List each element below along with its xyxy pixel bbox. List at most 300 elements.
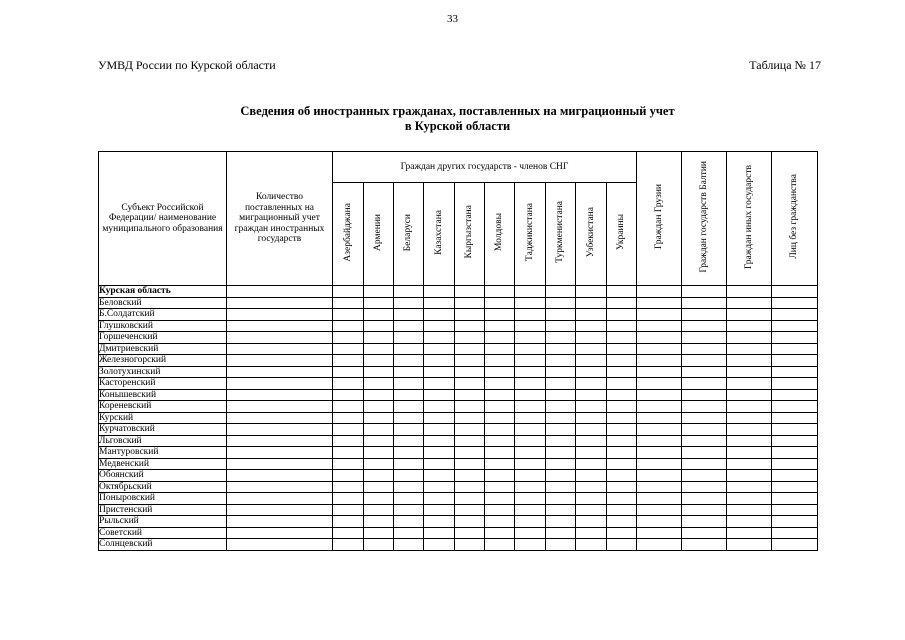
header-cis-country: [394, 183, 424, 286]
table-row: [99, 309, 818, 321]
table-cell: [515, 447, 546, 459]
table-cell: [576, 389, 607, 401]
table-cell: [727, 493, 772, 505]
table-cell: [364, 516, 394, 528]
table-cell: [364, 309, 394, 321]
table-cell: [333, 447, 364, 459]
table-cell: [682, 435, 727, 447]
table-cell: [576, 470, 607, 482]
row-label: Конышевский: [99, 389, 227, 401]
table-cell: [485, 297, 515, 309]
table-cell: [546, 470, 576, 482]
table-cell: [485, 516, 515, 528]
table-cell: [515, 458, 546, 470]
table-cell: [424, 516, 455, 528]
table-cell: [424, 539, 455, 551]
row-label: Октябрьский: [99, 481, 227, 493]
table-cell: [485, 470, 515, 482]
table-cell: [424, 366, 455, 378]
table-cell: [333, 355, 364, 367]
table-cell: [333, 309, 364, 321]
table-cell: [682, 424, 727, 436]
table-cell: [576, 286, 607, 298]
row-label: Железногорский: [99, 355, 227, 367]
table-cell: [455, 447, 485, 459]
table-cell: [607, 424, 637, 436]
table-cell: [576, 424, 607, 436]
table-cell: [727, 412, 772, 424]
table-cell: [485, 332, 515, 344]
table-cell: [772, 470, 818, 482]
header-cis-group: Граждан других государств - членов СНГ: [333, 152, 637, 183]
table-row: [99, 412, 818, 424]
table-cell: [727, 343, 772, 355]
table-cell: [364, 504, 394, 516]
table-row: [99, 401, 818, 413]
table-cell: [607, 332, 637, 344]
table-cell: [607, 378, 637, 390]
table-cell: [546, 539, 576, 551]
table-cell: [576, 516, 607, 528]
table-cell: [424, 286, 455, 298]
table-cell: [227, 412, 333, 424]
header-baltic: [682, 152, 727, 286]
table-cell: [637, 355, 682, 367]
table-cell: [546, 309, 576, 321]
table-cell: [333, 516, 364, 528]
table-cell: [515, 504, 546, 516]
table-cell: [485, 320, 515, 332]
table-cell: [682, 539, 727, 551]
table-cell: [394, 527, 424, 539]
table-cell: [546, 366, 576, 378]
table-cell: [455, 332, 485, 344]
table-cell: [682, 389, 727, 401]
table-cell: [727, 424, 772, 436]
table-cell: [515, 481, 546, 493]
header-georgia-label: Граждан Грузии: [653, 184, 664, 250]
table-cell: [546, 412, 576, 424]
table-cell: [515, 516, 546, 528]
table-cell: [607, 504, 637, 516]
table-cell: [455, 539, 485, 551]
table-cell: [364, 481, 394, 493]
table-cell: [546, 401, 576, 413]
table-row: [99, 481, 818, 493]
table-cell: [485, 389, 515, 401]
table-cell: [576, 447, 607, 459]
table-cell: [333, 458, 364, 470]
table-cell: [682, 366, 727, 378]
table-cell: [227, 458, 333, 470]
row-label: Медвенский: [99, 458, 227, 470]
table-cell: [227, 297, 333, 309]
table-cell: [637, 527, 682, 539]
table-cell: [394, 412, 424, 424]
row-label: Рыльский: [99, 516, 227, 528]
table-row: [99, 447, 818, 459]
table-cell: [637, 470, 682, 482]
table-cell: [637, 309, 682, 321]
row-label: Касторенский: [99, 378, 227, 390]
table-cell: [772, 527, 818, 539]
table-cell: [394, 470, 424, 482]
table-cell: [424, 412, 455, 424]
table-row: [99, 424, 818, 436]
table-cell: [637, 412, 682, 424]
table-cell: [394, 424, 424, 436]
table-row: [99, 366, 818, 378]
table-cell: [455, 401, 485, 413]
table-cell: [546, 504, 576, 516]
table-cell: [394, 435, 424, 447]
table-cell: [424, 481, 455, 493]
table-cell: [682, 343, 727, 355]
table-cell: [485, 504, 515, 516]
table-cell: [546, 389, 576, 401]
header-baltic-label: Граждан государств Балтии: [698, 160, 709, 273]
table-cell: [546, 343, 576, 355]
table-cell: [682, 401, 727, 413]
table-cell: [576, 332, 607, 344]
table-cell: [682, 458, 727, 470]
table-cell: [772, 332, 818, 344]
title-line-1: Сведения об иностранных гражданах, поставленных на миграционный учет: [240, 104, 675, 118]
header-cis-country: [607, 183, 637, 286]
table-cell: [424, 309, 455, 321]
table-cell: [772, 435, 818, 447]
table-cell: [485, 309, 515, 321]
table-cell: [364, 447, 394, 459]
table-cell: [637, 286, 682, 298]
table-cell: [682, 378, 727, 390]
row-label: Советский: [99, 527, 227, 539]
header-cis-country: [546, 183, 576, 286]
table-row: [99, 516, 818, 528]
table-cell: [576, 435, 607, 447]
table-cell: [607, 366, 637, 378]
table-cell: [515, 378, 546, 390]
table-cell: [394, 378, 424, 390]
row-label: Курская область: [99, 286, 227, 298]
table-cell: [424, 424, 455, 436]
table-cell: [546, 516, 576, 528]
table-cell: [394, 458, 424, 470]
table-cell: [485, 343, 515, 355]
table-cell: [227, 389, 333, 401]
table-cell: [227, 470, 333, 482]
cis-country-label: Казахстана: [433, 209, 444, 255]
table-cell: [546, 332, 576, 344]
table-cell: [682, 481, 727, 493]
row-label: Кореневский: [99, 401, 227, 413]
table-row: [99, 504, 818, 516]
table-cell: [333, 412, 364, 424]
table-cell: [772, 412, 818, 424]
table-cell: [727, 332, 772, 344]
table-cell: [394, 286, 424, 298]
table-cell: [772, 355, 818, 367]
table-cell: [424, 332, 455, 344]
table-cell: [727, 366, 772, 378]
table-cell: [455, 516, 485, 528]
table-cell: [455, 320, 485, 332]
cis-country-label: Беларуси: [403, 213, 414, 251]
table-cell: [333, 401, 364, 413]
table-cell: [455, 527, 485, 539]
table-label: Таблица № 17: [749, 58, 821, 72]
table-cell: [576, 539, 607, 551]
table-cell: [515, 389, 546, 401]
table-row: [99, 297, 818, 309]
table-cell: [772, 297, 818, 309]
table-cell: [485, 539, 515, 551]
table-cell: [727, 286, 772, 298]
table-cell: [607, 527, 637, 539]
table-cell: [424, 401, 455, 413]
table-cell: [227, 435, 333, 447]
table-cell: [455, 366, 485, 378]
table-cell: [394, 332, 424, 344]
table-cell: [576, 297, 607, 309]
table-cell: [772, 516, 818, 528]
cis-country-label: Таджикистана: [524, 203, 535, 262]
table-cell: [515, 286, 546, 298]
table-cell: [772, 539, 818, 551]
table-cell: [607, 412, 637, 424]
table-cell: [682, 309, 727, 321]
table-cell: [333, 493, 364, 505]
table-cell: [227, 332, 333, 344]
table-cell: [515, 435, 546, 447]
table-cell: [607, 470, 637, 482]
table-cell: [515, 297, 546, 309]
table-cell: [682, 320, 727, 332]
cis-country-label: Украины: [616, 214, 627, 251]
table-cell: [727, 309, 772, 321]
table-cell: [227, 447, 333, 459]
table-cell: [364, 332, 394, 344]
table-cell: [333, 320, 364, 332]
table-cell: [727, 320, 772, 332]
table-cell: [727, 516, 772, 528]
table-cell: [333, 470, 364, 482]
table-cell: [333, 286, 364, 298]
header-cis-country: [576, 183, 607, 286]
table-cell: [607, 493, 637, 505]
table-cell: [485, 401, 515, 413]
table-cell: [364, 527, 394, 539]
table-cell: [455, 435, 485, 447]
cis-country-label: Азербайджана: [342, 202, 353, 262]
table-row: [99, 470, 818, 482]
header-georgia: [637, 152, 682, 286]
table-cell: [515, 412, 546, 424]
title-line-2: в Курской области: [404, 119, 511, 133]
table-cell: [424, 320, 455, 332]
table-cell: [364, 458, 394, 470]
table-cell: [772, 458, 818, 470]
table-cell: [637, 320, 682, 332]
table-cell: [424, 470, 455, 482]
cis-country-label: Армении: [373, 213, 384, 251]
table-cell: [424, 527, 455, 539]
table-cell: [455, 424, 485, 436]
table-cell: [227, 516, 333, 528]
table-cell: [772, 504, 818, 516]
table-cell: [394, 481, 424, 493]
table-cell: [772, 424, 818, 436]
table-cell: [364, 389, 394, 401]
table-row: [99, 320, 818, 332]
table-cell: [227, 527, 333, 539]
table-cell: [727, 297, 772, 309]
table-cell: [576, 401, 607, 413]
table-cell: [515, 309, 546, 321]
page-number: 33: [447, 13, 458, 25]
table-cell: [455, 481, 485, 493]
table-cell: [485, 481, 515, 493]
table-cell: [682, 447, 727, 459]
table-cell: [424, 355, 455, 367]
header-cis-country: [515, 183, 546, 286]
table-cell: [515, 527, 546, 539]
table-cell: [364, 366, 394, 378]
table-cell: [607, 458, 637, 470]
table-cell: [637, 504, 682, 516]
table-cell: [727, 435, 772, 447]
header-count: Количество поставленных на миграционный учет граждан иностранных государств: [227, 152, 333, 286]
table-cell: [546, 424, 576, 436]
table-cell: [682, 286, 727, 298]
table-cell: [424, 378, 455, 390]
table-cell: [333, 539, 364, 551]
table-cell: [637, 447, 682, 459]
header-cis-country: [485, 183, 515, 286]
table-cell: [394, 366, 424, 378]
table-cell: [455, 286, 485, 298]
table-cell: [515, 424, 546, 436]
table-cell: [682, 504, 727, 516]
table-cell: [607, 447, 637, 459]
table-cell: [333, 527, 364, 539]
table-cell: [576, 412, 607, 424]
row-label: Пристенский: [99, 504, 227, 516]
table-cell: [424, 493, 455, 505]
table-cell: [576, 355, 607, 367]
table-cell: [637, 539, 682, 551]
table-cell: [485, 458, 515, 470]
table-cell: [394, 355, 424, 367]
table-cell: [515, 366, 546, 378]
table-cell: [333, 297, 364, 309]
table-cell: [394, 516, 424, 528]
table-cell: [227, 355, 333, 367]
table-cell: [227, 481, 333, 493]
table-cell: [607, 481, 637, 493]
table-cell: [455, 343, 485, 355]
table-cell: [455, 378, 485, 390]
table-cell: [333, 332, 364, 344]
table-cell: [546, 527, 576, 539]
table-cell: [515, 343, 546, 355]
table-cell: [637, 424, 682, 436]
table-cell: [364, 297, 394, 309]
table-cell: [485, 493, 515, 505]
table-cell: [637, 389, 682, 401]
table-cell: [364, 320, 394, 332]
table-cell: [364, 401, 394, 413]
table-cell: [546, 355, 576, 367]
header-stateless: [772, 152, 818, 286]
table-cell: [727, 527, 772, 539]
table-cell: [637, 297, 682, 309]
table-cell: [772, 378, 818, 390]
table-cell: [394, 320, 424, 332]
table-cell: [485, 378, 515, 390]
table-cell: [364, 343, 394, 355]
table-cell: [333, 378, 364, 390]
table-cell: [394, 539, 424, 551]
row-label: Поныровский: [99, 493, 227, 505]
table-cell: [227, 343, 333, 355]
table-cell: [607, 539, 637, 551]
table-cell: [485, 435, 515, 447]
table-row: [99, 527, 818, 539]
organization-name: УМВД России по Курской области: [98, 58, 276, 72]
table-cell: [772, 320, 818, 332]
table-cell: [364, 355, 394, 367]
table-cell: [364, 412, 394, 424]
table-cell: [607, 309, 637, 321]
table-cell: [364, 378, 394, 390]
table-row: [99, 458, 818, 470]
table-cell: [637, 458, 682, 470]
header-cis-country: [455, 183, 485, 286]
table-cell: [576, 481, 607, 493]
table-cell: [682, 297, 727, 309]
header-stateless-label: Лиц без гражданства: [789, 174, 800, 260]
row-label: Солнцевский: [99, 539, 227, 551]
row-label: Глушковский: [99, 320, 227, 332]
table-cell: [455, 458, 485, 470]
row-label: Золотухинский: [99, 366, 227, 378]
table-cell: [546, 435, 576, 447]
table-cell: [455, 504, 485, 516]
table-cell: [485, 527, 515, 539]
table-cell: [607, 286, 637, 298]
table-cell: [227, 320, 333, 332]
table-cell: [546, 378, 576, 390]
table-cell: [637, 481, 682, 493]
table-cell: [637, 435, 682, 447]
cis-country-label: Кыргызстана: [464, 205, 475, 259]
header-cis-country: [424, 183, 455, 286]
table-cell: [727, 355, 772, 367]
document-title: [150, 104, 765, 134]
table-cell: [485, 286, 515, 298]
header-cis-country: [333, 183, 364, 286]
table-cell: [727, 458, 772, 470]
row-label: Курский: [99, 412, 227, 424]
table-cell: [364, 435, 394, 447]
table-cell: [227, 504, 333, 516]
table-row: [99, 343, 818, 355]
table-cell: [727, 539, 772, 551]
table-cell: [424, 389, 455, 401]
table-cell: [485, 412, 515, 424]
table-cell: [424, 297, 455, 309]
